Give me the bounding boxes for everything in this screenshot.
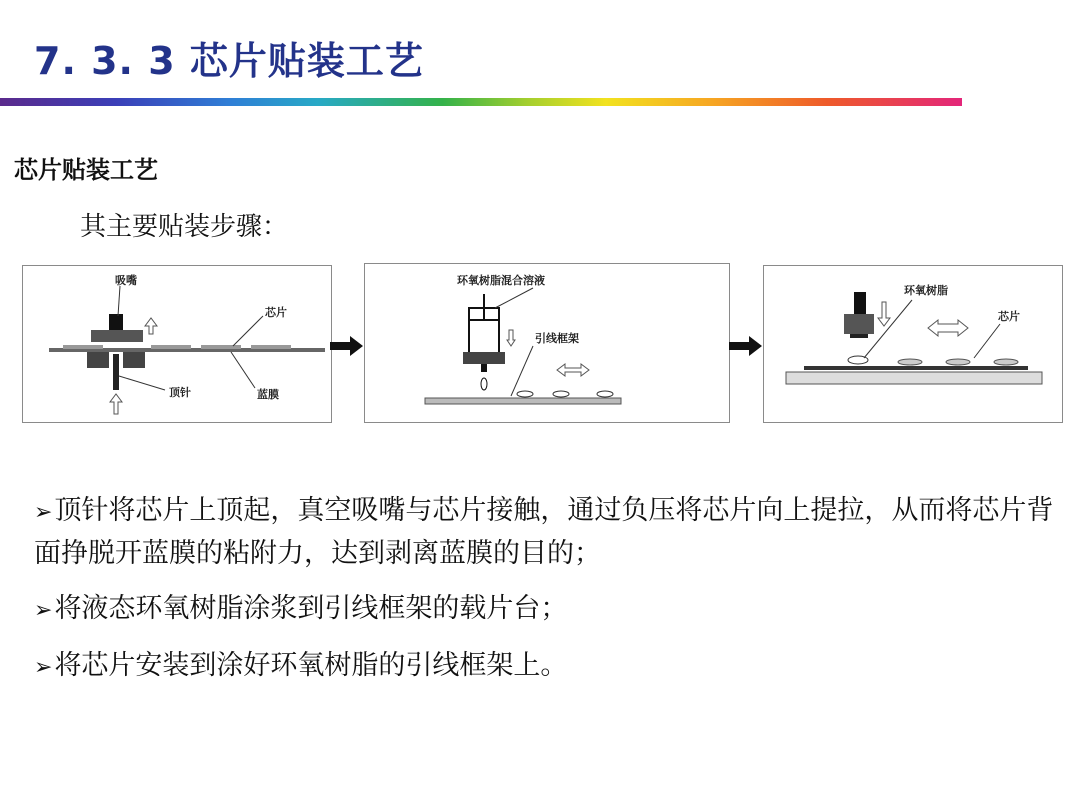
epoxy-dot (517, 391, 533, 397)
syringe-head (463, 352, 505, 364)
dispense-diagram (365, 264, 729, 422)
placement-head-shaft (854, 292, 866, 314)
chip-shape (201, 345, 241, 349)
placement-diagram (764, 266, 1062, 422)
lead-frame-label: 引线框架 (535, 332, 579, 345)
nozzle-head (91, 330, 143, 342)
arrow-bullet-icon: ➢ (34, 655, 53, 680)
ejection-diagram (23, 266, 331, 422)
right-arrow-icon (729, 335, 763, 357)
ejector-pin (113, 354, 119, 390)
bullet-item (34, 490, 1074, 574)
chip-label: 芯片 (265, 306, 287, 319)
page-title: 7. 3. 3 芯片贴装工艺 (34, 39, 424, 83)
diagram-panel-placement (763, 265, 1063, 423)
rainbow-divider (0, 98, 962, 106)
epoxy-drop (481, 378, 487, 390)
placed-chip (946, 359, 970, 365)
bullet-item (34, 588, 1074, 631)
right-arrow-icon (330, 335, 364, 357)
lead-frame (425, 398, 621, 404)
holder-left (87, 352, 109, 368)
chip-shape (251, 345, 291, 349)
chip-shape (151, 345, 191, 349)
section-heading: 芯片贴装工艺 (14, 156, 158, 184)
up-arrow-icon (110, 394, 122, 414)
arrow-bullet-icon: ➢ (34, 500, 53, 525)
bullet-text: 将芯片安装到涂好环氧树脂的引线框架上。 (54, 650, 568, 681)
epoxy-dot (553, 391, 569, 397)
bullet-text: 将液态环氧树脂涂浆到引线框架的载片台； (54, 593, 568, 624)
pin-label: 顶针 (169, 386, 191, 399)
placed-chip (994, 359, 1018, 365)
nozzle-label: 吸嘴 (115, 274, 137, 287)
epoxy-dot (597, 391, 613, 397)
placed-chip (898, 359, 922, 365)
holder-right (123, 352, 145, 368)
chip-label: 芯片 (998, 310, 1020, 323)
up-arrow-icon (145, 318, 157, 334)
bullet-item (34, 645, 1074, 688)
diagram-panel-ejection (22, 265, 332, 423)
bullet-list (34, 490, 1074, 702)
chip-shape (63, 345, 103, 349)
syringe-tip (481, 364, 487, 372)
double-arrow-icon (557, 364, 589, 376)
epoxy-solution-label: 环氧树脂混合溶液 (457, 274, 545, 287)
lead-frame (786, 372, 1042, 384)
intro-text: 其主要贴装步骤： (80, 212, 289, 242)
down-arrow-icon (878, 302, 890, 326)
down-arrow-icon (507, 330, 515, 346)
film-label: 蓝膜 (257, 388, 279, 401)
epoxy-label: 环氧树脂 (904, 284, 948, 297)
diagram-panel-dispense (364, 263, 730, 423)
double-arrow-icon (928, 320, 968, 336)
bullet-text: 顶针将芯片上顶起，真空吸嘴与芯片接触，通过负压将芯片向上提拉，从而将芯片背面挣脱开蓝膜的粘附力，达到剥离蓝膜的目的； (34, 495, 1054, 569)
arrow-bullet-icon: ➢ (34, 598, 53, 623)
nozzle-shape (109, 314, 123, 332)
placement-head (844, 314, 874, 334)
